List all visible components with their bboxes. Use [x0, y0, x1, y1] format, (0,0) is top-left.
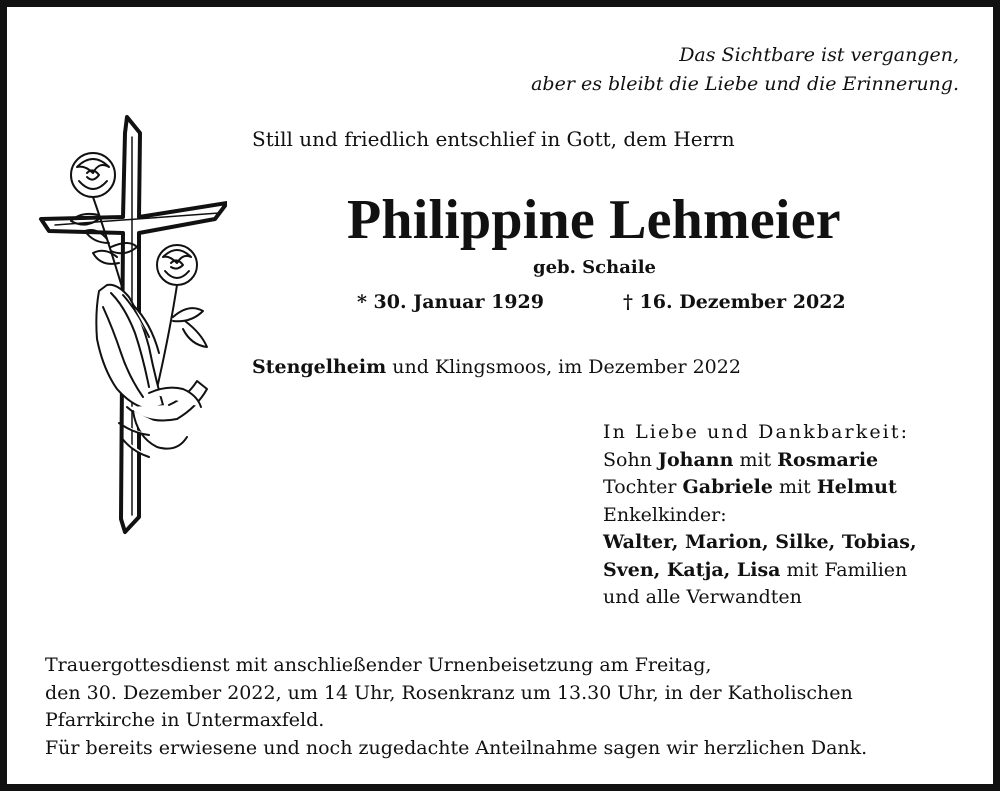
son-with: mit [739, 448, 772, 471]
son-name: Johann [657, 448, 734, 471]
daughter-with: mit [779, 476, 811, 498]
maiden-name: geb. Schaile [533, 257, 656, 278]
grandchildren-names-2: Sven, Katja, Lisa [603, 558, 781, 581]
motto-line-2: aber es bleibt die Liebe und die Erinnerung. [531, 73, 959, 95]
grandchildren-line-1 [603, 529, 917, 557]
deceased-name: Philippine Lehmeier [347, 189, 841, 251]
daughter-name: Gabriele [682, 476, 773, 498]
mourner-son [603, 447, 917, 475]
mourner-daughter [603, 474, 917, 502]
motto-quote [531, 41, 959, 99]
son-prefix: Sohn [603, 448, 652, 471]
service-line-2: den 30. Dezember 2022, um 14 Uhr, Rosenkranz um 13.30 Uhr, in der Katholischen [45, 681, 853, 704]
daughter-prefix: Tochter [603, 476, 677, 498]
motto-line-1: Das Sichtbare ist vergangen, [679, 44, 959, 66]
relatives: und alle Verwandten [603, 586, 802, 608]
place-rest: und Klingsmoos, im Dezember 2022 [392, 356, 741, 378]
grandchildren-line-2 [603, 557, 917, 585]
death-date: † 16. Dezember 2022 [623, 291, 846, 313]
grandchildren-label: Enkelkinder: [603, 503, 727, 526]
service-info [45, 652, 867, 762]
cross-roses-praying-hands-icon [37, 107, 227, 537]
service-line-4: Für bereits erwiesene und noch zugedachte Anteilnahme sagen wir herzlichen Dank. [45, 736, 868, 759]
mourners-list [603, 419, 917, 612]
service-line-1: Trauergottesdienst mit anschließender Urnenbeisetzung am Freitag, [45, 654, 712, 676]
place-town: Stengelheim [252, 356, 387, 378]
birth-date: * 30. Januar 1929 [357, 291, 544, 313]
grandchildren-suffix: mit Familien [786, 558, 908, 581]
daughter-partner: Helmut [816, 476, 897, 498]
mourners-heading: In Liebe und Dankbarkeit: [603, 421, 910, 443]
grandchildren-names-1: Walter, Marion, Silke, Tobias, [603, 531, 917, 553]
intro-text: Still und friedlich entschlief in Gott, dem Herrn [252, 127, 735, 151]
place-and-date [252, 356, 741, 378]
service-line-3: Pfarrkirche in Untermaxfeld. [45, 709, 325, 731]
praying-hands [96, 285, 207, 457]
son-partner: Rosmarie [777, 448, 879, 471]
